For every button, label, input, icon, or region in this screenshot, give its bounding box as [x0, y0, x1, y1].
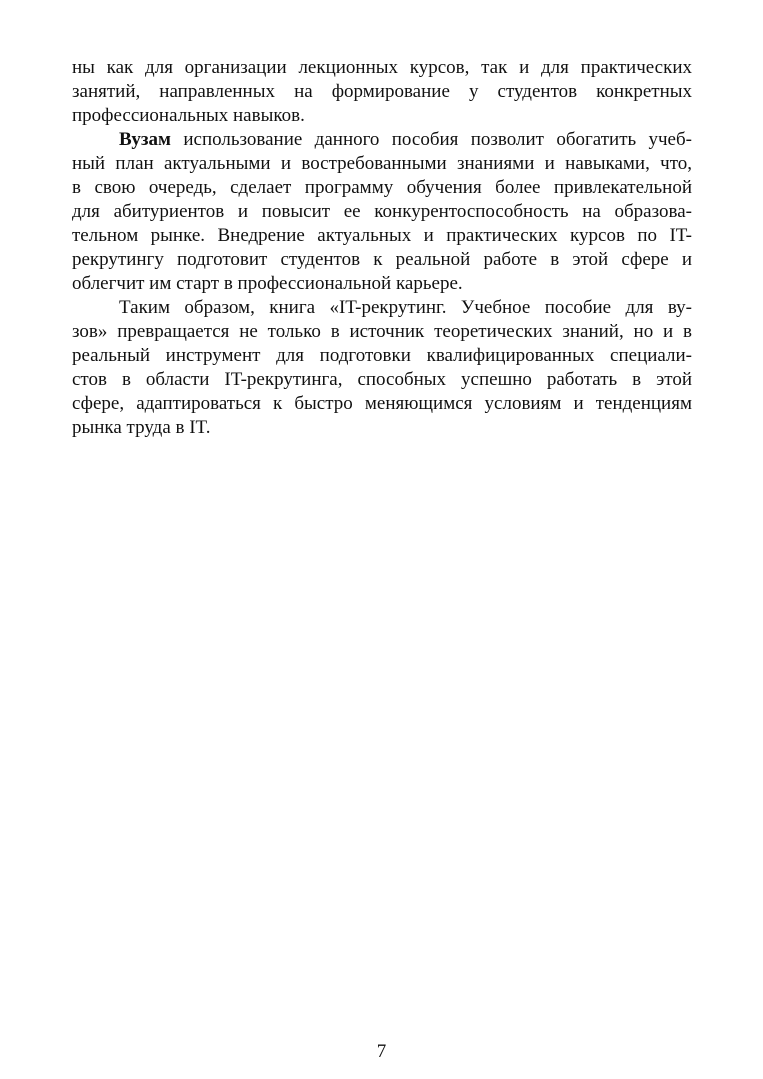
bold-term: Вузам	[119, 129, 171, 150]
text-line: стов в области IT-рекрутинга, способных успешно работать в этой	[72, 369, 692, 390]
page-body	[72, 56, 692, 440]
text-line: занятий, направленных на формирование у студентов конкретных	[72, 81, 692, 102]
text-line: профессиональных навыков.	[72, 105, 305, 126]
text-line: ны как для организации лекционных курсов, так и для практических	[72, 57, 692, 78]
text-line: реальный инструмент для подготовки квалифицированных специали-	[72, 345, 692, 366]
text-line: облегчит им старт в профессиональной карьере.	[72, 273, 463, 294]
text-line: рекрутингу подготовит студентов к реальной работе в этой сфере и	[72, 249, 692, 270]
text-line: тельном рынке. Внедрение актуальных и практических курсов по IT-	[72, 225, 692, 246]
text-line: ный план актуальными и востребованными знаниями и навыками, что,	[72, 153, 692, 174]
text-line: рынка труда в IT.	[72, 417, 211, 438]
text-line	[72, 128, 692, 152]
text-line: Таким образом, книга «IT-рекрутинг. Учебное пособие для ву-	[119, 297, 692, 318]
text-line: в свою очередь, сделает программу обучения более привлекательной	[72, 177, 692, 198]
paragraph	[72, 128, 692, 296]
paragraph	[72, 56, 692, 128]
text-line: для абитуриентов и повысит ее конкурентоспособность на образова-	[72, 201, 692, 222]
text-run: использование данного пособия позволит обогатить учеб-	[171, 129, 692, 150]
page-number: 7	[376, 1041, 387, 1062]
text-line: зов» превращается не только в источник теоретических знаний, но и в	[72, 321, 692, 342]
text-line: сфере, адаптироваться к быстро меняющимся условиям и тенденциям	[72, 393, 692, 414]
paragraph	[72, 296, 692, 440]
